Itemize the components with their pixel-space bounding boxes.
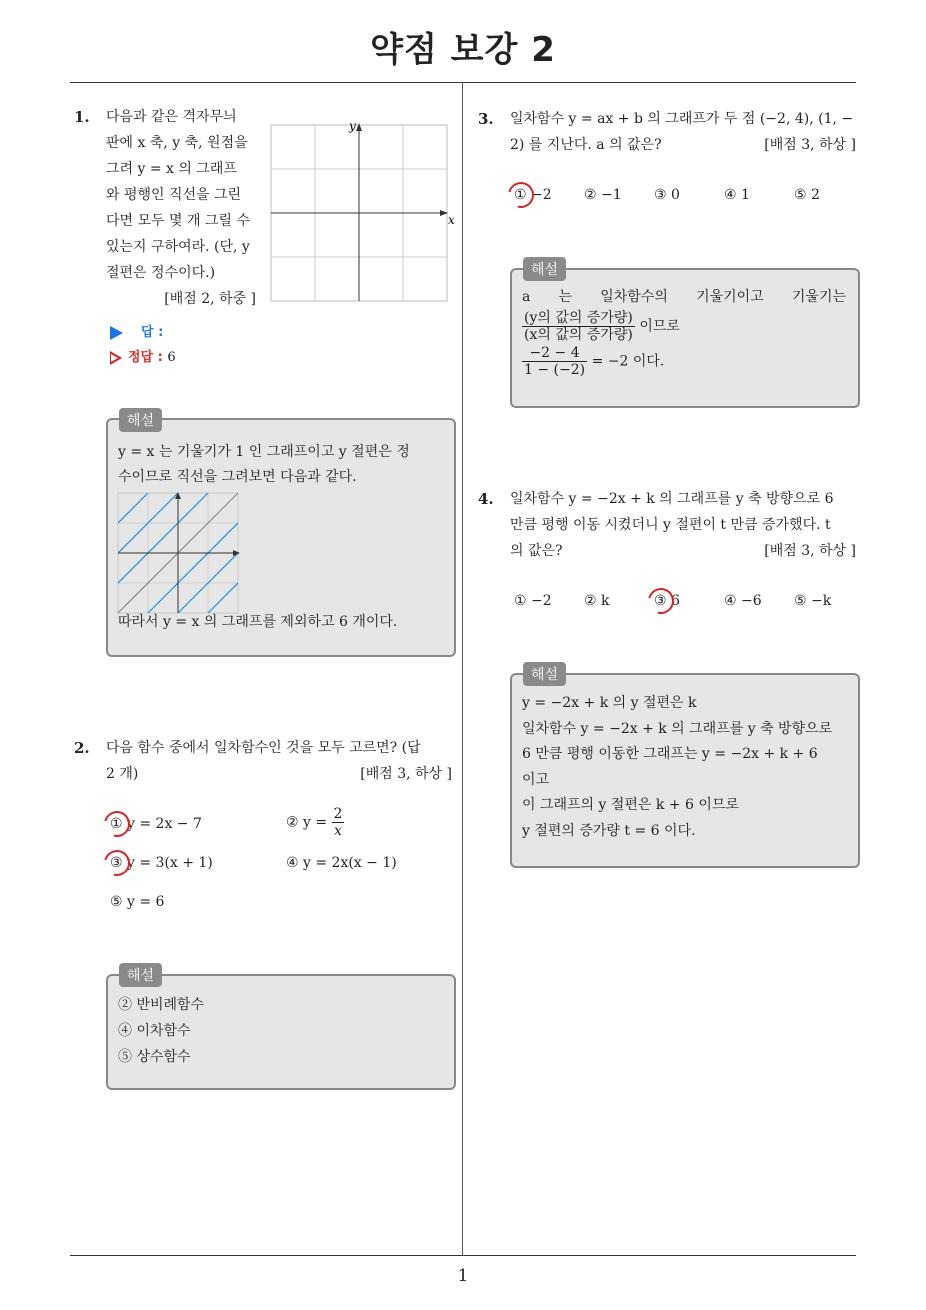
q2-choice-2-den: x bbox=[334, 823, 342, 839]
q4-solution-text bbox=[522, 691, 846, 844]
q1-solution-conclusion: 따라서 y = x 의 그래프를 제외하고 6 개이다. bbox=[118, 614, 398, 630]
q3-choice-2[interactable]: ② −1 bbox=[584, 187, 622, 203]
q3-frac-den: (x의 값의 증가량) bbox=[524, 327, 633, 343]
q3-frac-num: (y의 값의 증가량) bbox=[524, 310, 633, 326]
q1-line: 판에 x 축, y 축, 원점을 bbox=[106, 135, 248, 151]
q1-line: 와 평행인 직선을 그린 bbox=[106, 187, 242, 203]
q1-solution-figure bbox=[116, 490, 246, 614]
q1-answer-label: 답 : bbox=[141, 325, 164, 340]
q3-choice-3[interactable]: ③ 0 bbox=[654, 187, 680, 203]
q1-line: 있는지 구하여라. (단, y bbox=[106, 239, 250, 255]
q1-solution-tag: 해설 bbox=[119, 408, 162, 432]
q4-solution-line: 이 그래프의 y 절편은 k + 6 이므로 bbox=[522, 797, 739, 813]
q3-number: 3. bbox=[478, 110, 494, 128]
q2-choice-2-prefix: ② y = bbox=[286, 814, 328, 831]
q4-choice-1[interactable]: ① −2 bbox=[514, 593, 552, 609]
q3-choice-1[interactable]: ① −2 bbox=[514, 187, 552, 203]
bottom-rule bbox=[70, 1255, 856, 1256]
q3-solution-text bbox=[522, 286, 846, 378]
q4-number: 4. bbox=[478, 490, 494, 508]
q1-points: [배점 2, 하중 ] bbox=[164, 291, 256, 307]
q1-text bbox=[106, 104, 256, 312]
q3-choice-1-mark bbox=[503, 177, 539, 213]
q1-grid-figure bbox=[268, 118, 460, 304]
q3-line: 2) 를 지난다. a 의 값은? bbox=[510, 137, 662, 153]
q1-line: 다음과 같은 격자무늬 bbox=[106, 109, 237, 125]
q3-calc-num: −2 − 4 bbox=[522, 345, 587, 362]
q1-correct-label: 정답 : bbox=[128, 350, 163, 365]
page-number: 1 bbox=[457, 1266, 469, 1286]
q4-solution-line: 일차함수 y = −2x + k 의 그래프를 y 축 방향으로 bbox=[522, 720, 833, 737]
q3-calc-den: 1 − (−2) bbox=[524, 362, 586, 378]
q4-text bbox=[510, 486, 856, 564]
q1-solution-text bbox=[118, 440, 444, 490]
q4-solution-line: y 절편의 증가량 t = 6 이다. bbox=[522, 822, 696, 839]
q4-line: 일차함수 y = −2x + k 의 그래프를 y 축 방향으로 6 bbox=[510, 491, 834, 507]
q1-line: 그려 y = x 의 그래프 bbox=[106, 161, 237, 177]
q2-solution-tag: 해설 bbox=[119, 963, 162, 987]
q3-solution-calc-fraction bbox=[522, 345, 587, 378]
q2-choice-3[interactable]: ③ y = 3(x + 1) bbox=[110, 855, 213, 871]
q3-line: 일차함수 y = ax + b 의 그래프가 두 점 (−2, 4), (1, − bbox=[510, 111, 854, 127]
q2-choice-2[interactable] bbox=[286, 806, 344, 839]
q2-choice-2-num: 2 bbox=[333, 806, 343, 822]
q2-choice-1[interactable]: ① y = 2x − 7 bbox=[110, 816, 202, 832]
q4-choice-5[interactable]: ⑤ −k bbox=[794, 593, 832, 609]
q4-choice-2[interactable]: ② k bbox=[584, 593, 610, 609]
q1-correct-value: 6 bbox=[167, 350, 176, 365]
q1-grid-y-label: y bbox=[349, 119, 356, 133]
q3-calc-after: = −2 이다. bbox=[591, 353, 665, 370]
q4-solution-line: y = −2x + k 의 y 절편은 k bbox=[522, 695, 697, 711]
q4-solution-line: 이고 bbox=[522, 771, 550, 788]
q3-points: [배점 3, 하상 ] bbox=[764, 137, 856, 153]
q4-points: [배점 3, 하상 ] bbox=[764, 543, 856, 559]
q2-number: 2. bbox=[74, 739, 90, 757]
q1-grid-x-label: x bbox=[448, 213, 455, 227]
q2-text bbox=[106, 735, 452, 787]
q4-solution-tag: 해설 bbox=[523, 662, 566, 686]
q3-solution-line: a 는 일차함수의 기울기이고 기울기는 bbox=[522, 289, 846, 305]
q2-solution-text bbox=[118, 992, 444, 1070]
q3-choice-5[interactable]: ⑤ 2 bbox=[794, 187, 820, 203]
q3-choice-4[interactable]: ④ 1 bbox=[724, 187, 750, 203]
q2-choice-1-mark bbox=[99, 806, 135, 842]
q1-answer-field[interactable] bbox=[110, 321, 163, 340]
q1-correct-answer bbox=[110, 346, 176, 365]
q4-solution-line: 6 만큼 평행 이동한 그래프는 y = −2x + k + 6 bbox=[522, 746, 818, 762]
q2-choice-3-mark bbox=[99, 845, 135, 881]
q2-solution-line: ④ 이차함수 bbox=[118, 1023, 191, 1039]
q4-choice-3-mark bbox=[643, 583, 679, 619]
q3-solution-slope-fraction bbox=[522, 310, 635, 343]
q1-line: 다면 모두 몇 개 그릴 수 bbox=[106, 213, 250, 229]
q3-frac-after: 이므로 bbox=[639, 318, 680, 335]
q1-solution-line: 수이므로 직선을 그려보면 다음과 같다. bbox=[118, 469, 357, 485]
column-divider bbox=[462, 82, 463, 1256]
q2-choice-5[interactable]: ⑤ y = 6 bbox=[110, 894, 165, 910]
q3-text bbox=[510, 106, 856, 158]
q2-line: 다음 함수 중에서 일차함수인 것을 모두 고르면? (답 bbox=[106, 740, 421, 756]
q2-solution-line: ⑤ 상수함수 bbox=[118, 1049, 191, 1065]
q4-choice-3[interactable]: ③ 6 bbox=[654, 593, 680, 609]
q4-choice-4[interactable]: ④ −6 bbox=[724, 593, 762, 609]
q2-solution-line: ② 반비례함수 bbox=[118, 997, 205, 1013]
q2-choice-2-fraction bbox=[332, 806, 345, 839]
q2-points: [배점 3, 하상 ] bbox=[360, 766, 452, 782]
top-rule bbox=[70, 82, 856, 83]
q1-number: 1. bbox=[74, 108, 90, 126]
q2-choice-4[interactable]: ④ y = 2x(x − 1) bbox=[286, 855, 397, 871]
q1-solution-line: y = x 는 기울기가 1 인 그래프이고 y 절편은 정 bbox=[118, 444, 410, 460]
q4-line: 의 값은? bbox=[510, 543, 563, 559]
q2-line: 2 개) bbox=[106, 766, 139, 782]
play-icon bbox=[110, 326, 123, 340]
page-title: 약점 보강 2 bbox=[370, 30, 556, 70]
q1-line: 절편은 정수이다.) bbox=[106, 265, 216, 281]
triangle-outline-icon bbox=[110, 351, 122, 365]
q4-line: 만큼 평행 이동 시켰더니 y 절편이 t 만큼 증가했다. t bbox=[510, 517, 831, 533]
q3-solution-tag: 해설 bbox=[523, 257, 566, 281]
